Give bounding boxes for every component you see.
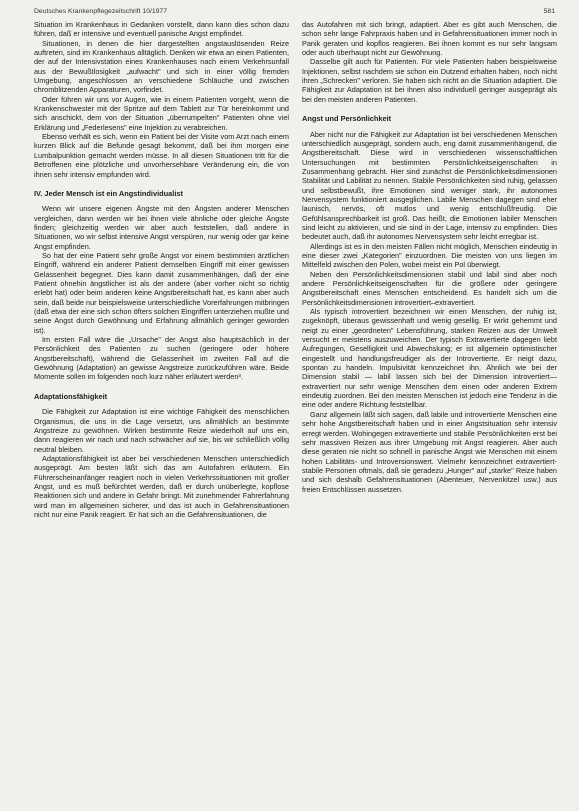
paragraph: Situationen, in denen die hier dargestellten angstauslösenden Reize auftreten, sind im Krankenhaus alltäglich. Denken wir etwa an einen Patienten, der auf der Intensivstation eines Krankenhauses nach einem Verkehrsunfall aus der Bewußtlosigkeit „aufwacht" und sich in einer völlig fremden Umgebung, angeschlossen an verschiedene Schläuche und zwischen chromblitzenden Apparaturen, vorfindet.	[34, 38, 289, 95]
paragraph: Oder führen wir uns vor Augen, wie in einem Patienten vorgeht, wenn die Krankenschwester mit der Spritze auf dem Tablett zur Tür hereinkommt und sich anschickt, dem von der Situation „überrumpelten" Patienten ohne viel Erklärung und „Federlesens" eine Injektion zu verabreichen.	[34, 94, 289, 132]
journal-title: Deutsches Krankenpflegezeitschrift 10/1977	[34, 8, 167, 15]
paragraph: Neben den Persönlichkeitsdimensionen stabil und labil sind aber noch andere Persönlichkeitseigenschaften für die größere oder geringere Angstbereitschaft eines Menschen entscheidend. Es handelt sich um die Persönlichkeitsdimensionen introvertiert–extravertiert.	[302, 269, 557, 307]
paragraph: Aber nicht nur die Fähigkeit zur Adaptation ist bei verschiedenen Menschen unterschiedlich ausgeprägt, sondern auch, eng damit zusammenhängend, die Angstbereitschaft. Diese wird in verschiedenen wissenschaftlichen Untersuchungen mit bestimmten Persönlichkeitseigenschaften in Zusammenhang gebracht. Hier sind zunächst die Persönlichkeitsdimensionen Stabilität und Labilität zu nennen. Stabile Persönlichkeiten sind ruhig, gelassen und selbstbewußt, ihre Emotionen sind weniger stark, ihr autonomes Nervensystem funktioniert ausgeglichen. Labile Menschen dagegen sind eher launisch, nervös, oft mutlos und wenig entschlußfreudig. Die Gefühlsansprechbarkeit ist groß. Das heißt, die Emotionen labiler Menschen sind leicht zu aktivieren, und sie sind in der Lage, intensiv zu empfinden. Dies bedeutet auch, daß ihr autonomes Nervensystem sehr leicht erregbar ist.	[302, 129, 557, 242]
left-column	[34, 20, 289, 805]
paragraph: das Autofahren mit sich bringt, adaptiert. Aber es gibt auch Menschen, die schon sehr lange Fahrpraxis haben und in Gefahrensituationen immer noch in Panik geraten und kopflos reagieren. Bei ihnen kommt es nur sehr langsam oder auch überhaupt nicht zur Gewöhnung.	[302, 20, 557, 58]
paragraph: So hat der eine Patient sehr große Angst vor einem bestimmten ärztlichen Eingriff, während ein anderer Patient demselben Eingriff mit einer gewissen Gelassenheit begegnet. Dies kann damit zusammenhängen, daß der eine Patient ohnehin ängstlicher ist als der andere (aber vorher nicht so richtig erlebt hat) oder beim anderen keine Angstbereitschaft hat, es kann aber auch sein, daß beide nur beispielsweise unterschiedliche Vorerfahrungen mitbringen (daß etwa der eine sich schon öfters solchen Eingriffen unterziehen mußte und seine Angst durch Gewöhnung und Erfahrung allmählich geringer geworden ist).	[34, 250, 289, 335]
section-heading: IV. Jeder Mensch ist ein Angstindividualist	[34, 188, 183, 198]
page-number: 581	[543, 8, 555, 15]
section-heading: Adaptationsfähigkeit	[34, 391, 108, 401]
paragraph: Ebenso verhält es sich, wenn ein Patient bei der Visite vom Arzt nach einem kurzen Blick auf die Befunde gesagt bekommt, daß bei ihm morgen eine Lumbalpunktion gemacht werden müsse. In all diesen Situationen tritt für die Betroffenen eine plötzliche und unvorhersehbare Veränderung ein, die von ihnen sehr intensiv empfunden wird.	[34, 132, 289, 179]
paragraph: Dasselbe gilt auch für Patienten. Für viele Patienten haben beispielsweise Injektionen, selbst nachdem sie schon ein Dutzend erhalten haben, noch nicht ihren „Schrecken" verloren. Sie haben sich nicht an die Situation adaptiert. Die Fähigkeit zur Adaptation ist bei ihnen also individuell geringer ausgeprägt als bei den meisten anderen Patienten.	[302, 57, 557, 104]
paragraph: Situation im Krankenhaus in Gedanken vorstellt, dann kann dies schon dazu führen, daß er intensive und eventuell panische Angst empfindet.	[34, 20, 289, 39]
paragraph: Allerdings ist es in den meisten Fällen nicht möglich, Menschen eindeutig in eine dieser zwei „Kategorien" einzuordnen. Die meisten von uns liegen im Mittelfeld zwischen den Polen, wobei meist ein Pol überwiegt.	[302, 241, 557, 270]
section-heading: Angst und Persönlichkeit	[302, 114, 392, 124]
page-header	[34, 6, 555, 20]
paragraph: Die Fähigkeit zur Adaptation ist eine wichtige Fähigkeit des menschlichen Organismus, die uns in die Lage versetzt, uns allmählich an bestimmte Angstreize zu gewöhnen. Wirken bestimmte Reize wiederholt auf uns ein, dann reagieren wir nach und nach schwächer auf sie, bis wir schließlich völlig neutral bleiben.	[34, 407, 289, 454]
paragraph: Adaptationsfähigkeit ist aber bei verschiedenen Menschen unterschiedlich ausgeprägt. Am besten läßt sich das am Autofahren erläutern. Ein Führerscheinanfänger reagiert noch in vielen Verkehrssituationen mit großer Angst, und es muß befürchtet werden, daß er durch unüberlegte, kopflose Reaktionen sich und andere in Gefahr bringt. Mit zunehmender Fahrerfahrung wird man im allgemeinen sicherer, und das ist auch in Gefahrensituationen nicht nur eine Panik reagiert. Er hat sich an die Gefahrensituationen, die	[34, 453, 289, 519]
paragraph: Als typisch introvertiert bezeichnen wir einen Menschen, der ruhig ist, zugeknöpft, überaus gewissenhaft und wenig gesellig. Er wirkt gehemmt und neigt zu einer „geordneten" Lebensführung, starken Reizen aus der Umwelt versucht er meistens auszuweichen. Der typisch Extravertierte dagegen liebt Aufregungen, Geselligkeit und Abwechslung; er ist allgemein optimistischer eingestellt und handlungsfreudiger als der Introvertierte. Er neigt dazu, spontan zu handeln. Impulsivität kennzeichnet ihn. Ähnlich wie bei der Dimension stabil — labil lassen sich bei der Dimension introvertiert—extravertiert nur sehr wenige Menschen dem einen oder anderen Extrem eindeutig zuordnen. Bei den meisten Menschen ist jedoch eine Tendenz in die eine oder andere Richtung feststellbar.	[302, 307, 557, 410]
paragraph: Ganz allgemein läßt sich sagen, daß labile und introvertierte Menschen eine sehr hohe Angstbereitschaft haben und in einer Angstsituation sehr intensiv erregt werden. Wohingegen extravertierte und stabile Persönlichkeiten erst bei sehr massiven Reizen aus ihrer Umgebung mit Angst reagieren. Aber auch diese geraten nie nicht so schnell in panische Angst wie Menschen mit einem hohen Labilitäts- und Introversionswert. Vielmehr kennzeichnet extravertiert-stabile Personen oftmals, daß sie geradezu „Hunger" auf „starke" Reize haben und sich deshalb Gefahrensituationen (Abenteuer, Nervenkitzel usw.) aus freien Entschlüssen aussetzen.	[302, 409, 557, 494]
right-column	[302, 20, 557, 805]
paragraph: Im ersten Fall wäre die „Ursache" der Angst also hauptsächlich in der Persönlichkeit des Patienten zu suchen (geringere oder höhere Angstbereitschaft), während die Gelassenheit im zweiten Fall auf die Gewöhnung (Adaptation) an gewisse Angstreize zurückzuführen wäre. Beide Momente sollen im folgenden noch kurz näher erläutert werden³.	[34, 335, 289, 382]
paragraph: Wenn wir unsere eigenen Ängste mit den Ängsten anderer Menschen vergleichen, dann werden wir bei ihnen viele ähnliche oder gleiche Ängste finden; gleichzeitig werden wir aber auch feststellen, daß andere in Situationen, wo wir selbst intensive Angst verspüren, nur wenig oder gar keine Angst empfinden.	[34, 204, 289, 251]
